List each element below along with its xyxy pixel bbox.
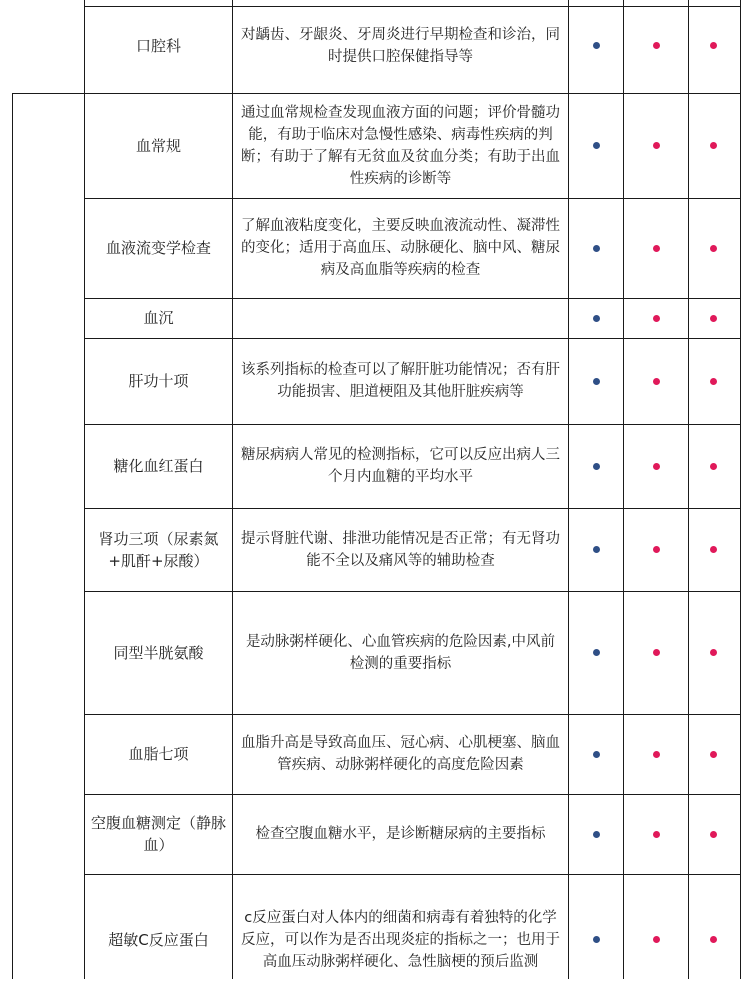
- included-dot-package: [710, 245, 717, 252]
- item-description: 血脂升高是导致高血压、冠心病、心肌梗塞、脑血管疾病、动脉粥样硬化的高度危险因素: [241, 735, 560, 773]
- item-description: 对龋齿、牙龈炎、牙周炎进行早期检查和诊治，同时提供口腔保健指导等: [241, 26, 560, 65]
- included-dot-package: [653, 649, 660, 656]
- included-dot-package: [710, 936, 717, 943]
- included-dot-basic: [593, 42, 600, 49]
- included-dot-basic: [593, 142, 600, 149]
- category-divider: [12, 93, 13, 979]
- included-dot-basic: [593, 546, 600, 553]
- item-description: 了解血液粘度变化，主要反映血液流动性、凝滞性的变化；适用于高血压、动脉硬化、脑中风、糖尿病及高血脂等疾病的检查: [241, 218, 560, 278]
- item-description: 该系列指标的检查可以了解肝脏功能情况；否有肝功能损害、胆道梗阻及其他肝脏疾病等: [241, 362, 560, 400]
- included-dot-basic: [593, 831, 600, 838]
- item-description: 检查空腹血糖水平，是诊断糖尿病的主要指标: [255, 826, 546, 842]
- included-dot-basic: [593, 245, 600, 252]
- included-dot-package: [653, 42, 660, 49]
- item-name: 血液流变学检查: [105, 239, 211, 257]
- item-description: 提示肾脏代谢、排泄功能情况是否正常；有无肾功能不全以及痛风等的辅助检查: [241, 530, 560, 569]
- included-dot-package: [710, 463, 717, 470]
- included-dot-basic: [593, 936, 600, 943]
- included-dot-basic: [593, 378, 600, 385]
- item-name: 肝功十项: [128, 372, 189, 390]
- grid-vline: [688, 0, 689, 979]
- included-dot-basic: [593, 751, 600, 758]
- item-name: 糖化血红蛋白: [113, 457, 204, 475]
- item-name: 肾功三项（尿素氮+肌酐+尿酸）: [98, 529, 219, 570]
- grid-vline: [623, 0, 624, 979]
- included-dot-package: [653, 378, 660, 385]
- included-dot-package: [653, 245, 660, 252]
- included-dot-package: [710, 751, 717, 758]
- included-dot-package: [710, 649, 717, 656]
- item-name: 血脂七项: [128, 745, 189, 763]
- included-dot-package: [653, 751, 660, 758]
- item-name: 血沉: [143, 309, 174, 327]
- included-dot-package: [653, 463, 660, 470]
- item-name: 空腹血糖测定（静脉血）: [91, 814, 227, 854]
- included-dot-package: [710, 142, 717, 149]
- item-name: 同型半胱氨酸: [113, 643, 204, 662]
- included-dot-package: [710, 831, 717, 838]
- grid-vline: [740, 0, 741, 979]
- item-description: 糖尿病病人常见的检测指标，它可以反应出病人三个月内血糖的平均水平: [241, 447, 560, 485]
- item-description: [233, 298, 568, 338]
- item-name: 超敏C反应蛋白: [108, 930, 209, 949]
- included-dot-basic: [593, 463, 600, 470]
- included-dot-package: [653, 831, 660, 838]
- grid-vline: [568, 0, 569, 979]
- included-dot-package: [653, 546, 660, 553]
- included-dot-basic: [593, 315, 600, 322]
- item-name: 血常规: [135, 136, 181, 155]
- included-dot-package: [710, 42, 717, 49]
- included-dot-package: [653, 315, 660, 322]
- included-dot-basic: [593, 649, 600, 656]
- included-dot-package: [710, 546, 717, 553]
- included-dot-package: [710, 378, 717, 385]
- included-dot-package: [653, 142, 660, 149]
- item-description: c反应蛋白对人体内的细菌和病毒有着独特的化学反应，可以作为是否出现炎症的指标之一；也用于高血压动脉粥样硬化、急性脑梗的预后监测: [241, 909, 560, 970]
- item-description: 通过血常规检查发现血液方面的问题；评价骨髓功能，有助于临床对急慢性感染、病毒性疾病的判断；有助于了解有无贫血及贫血分类；有助于出血性疾病的诊断等: [241, 104, 560, 187]
- included-dot-package: [653, 936, 660, 943]
- item-name: 口腔科: [135, 36, 181, 55]
- item-description: 是动脉粥样硬化、心血管疾病的危险因素,中风前检测的重要指标: [245, 633, 556, 672]
- included-dot-package: [710, 315, 717, 322]
